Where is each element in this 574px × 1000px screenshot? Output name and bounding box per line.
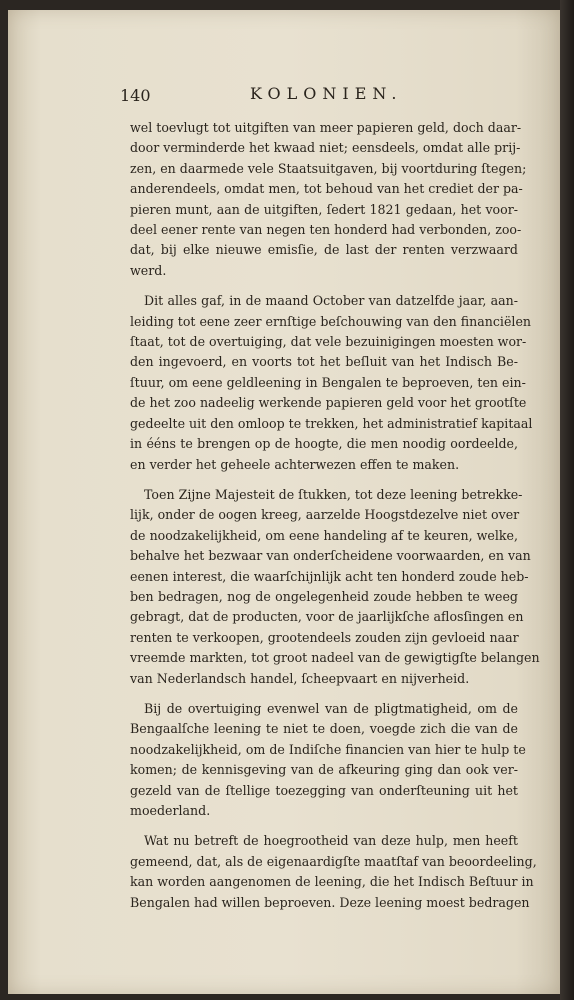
text-line: Toen Zijne Majesteit de ſtukken, tot deze leening betrekke- bbox=[144, 486, 523, 502]
text-line: lijk, onder de oogen kreeg, aarzelde Hoogstdezelve niet over bbox=[130, 507, 520, 523]
text-line: deel eener rente van negen ten honderd had verbonden, zoo- bbox=[130, 222, 522, 238]
text-line: pieren munt, aan de uitgiften, ſedert 1821 gedaan, het voor- bbox=[130, 201, 518, 217]
text-line: van Nederlandsch handel, ſcheepvaart en nijverheid. bbox=[130, 670, 470, 686]
text-line: gedeelte uit den omloop te trekken, het administratief kapitaal bbox=[130, 415, 533, 431]
text-line: Bengalen had willen beproeven. Deze leening moest bedragen bbox=[130, 894, 530, 910]
text-line: de het zoo nadeelig werkende papieren geld voor het grootſte bbox=[130, 395, 527, 411]
text-line: gebragt, dat de producten, voor de jaarlijkſche aflosſingen en bbox=[130, 609, 524, 625]
text-line: vreemde markten, tot groot nadeel van de gewigtigſte belangen bbox=[130, 650, 540, 666]
text-line: zen, en daarmede vele Staatsuitgaven, bij voortduring ſtegen; bbox=[130, 160, 527, 176]
text-line: en verder het geheele achterwezen effen te maken. bbox=[130, 456, 460, 472]
text-line: in ééns te brengen op de hoogte, die men noodig oordeelde, bbox=[130, 436, 518, 452]
paragraph-2 bbox=[130, 291, 533, 475]
text-line: Bij de overtuiging evenwel van de pligtmatigheid, om de bbox=[144, 700, 518, 716]
text-line: eenen interest, die waarſchijnlijk acht ten honderd zoude heb- bbox=[130, 568, 529, 584]
text-line: door verminderde het kwaad niet; eensdeels, omdat alle prij- bbox=[130, 140, 521, 156]
text-line: werd. bbox=[130, 262, 167, 278]
text-line: Bengaalſche leening te niet te doen, voegde zich die van de bbox=[130, 721, 518, 737]
paragraph-4 bbox=[130, 699, 526, 821]
text-line: de noodzakelijkheid, om eene handeling af te keuren, welke, bbox=[130, 527, 518, 543]
text-line: noodzakelijkheid, om de Indiſche financien van hier te hulp te bbox=[130, 741, 526, 757]
text-line: gemeend, dat, als de eigenaardigſte maatſtaf van beoordeeling, bbox=[130, 853, 537, 869]
text-line: Wat nu betreft de hoegrootheid van deze hulp, men heeft bbox=[144, 833, 518, 849]
paragraph-1 bbox=[130, 118, 527, 281]
paragraph-3 bbox=[130, 485, 540, 689]
page-edge-shadow bbox=[560, 0, 574, 1000]
body-text bbox=[130, 118, 540, 923]
page-number: 140 bbox=[120, 86, 151, 105]
text-line: ſtaat, tot de overtuiging, dat vele bezuinigingen moesten wor- bbox=[130, 334, 527, 350]
text-line: Dit alles gaf, in de maand October van datzelfde jaar, aan- bbox=[144, 293, 518, 309]
text-line: gezeld van de ſtellige toezegging van onderſteuning uit het bbox=[130, 782, 518, 798]
page-header bbox=[120, 84, 500, 106]
text-line: dat, bij elke nieuwe emisſie, de last der renten verzwaard bbox=[130, 242, 518, 258]
text-line: kan worden aangenomen de leening, die het Indisch Beſtuur in bbox=[130, 874, 534, 890]
text-line: anderendeels, omdat men, tot behoud van het crediet der pa- bbox=[130, 181, 523, 197]
text-line: renten te verkoopen, grootendeels zouden zijn gevloeid naar bbox=[130, 629, 519, 645]
text-line: ben bedragen, nog de ongelegenheid zoude hebben te weeg bbox=[130, 588, 518, 604]
paragraph-5 bbox=[130, 831, 537, 913]
text-line: ſtuur, om eene geldleening in Bengalen te beproeven, ten ein- bbox=[130, 374, 526, 390]
text-line: wel toevlugt tot uitgiften van meer papieren geld, doch daar- bbox=[130, 120, 522, 135]
text-line: komen; de kennisgeving van de afkeuring ging dan ook ver- bbox=[130, 762, 518, 778]
text-line: den ingevoerd, en voorts tot het beſluit van het Indisch Be- bbox=[130, 354, 518, 370]
text-line: leiding tot eene zeer ernſtige beſchouwing van den financiëlen bbox=[130, 313, 532, 329]
running-head: KOLONIEN. bbox=[250, 84, 403, 103]
text-line: behalve het bezwaar van onderſcheidene voorwaarden, en van bbox=[130, 548, 531, 564]
text-line: moederland. bbox=[130, 803, 211, 818]
